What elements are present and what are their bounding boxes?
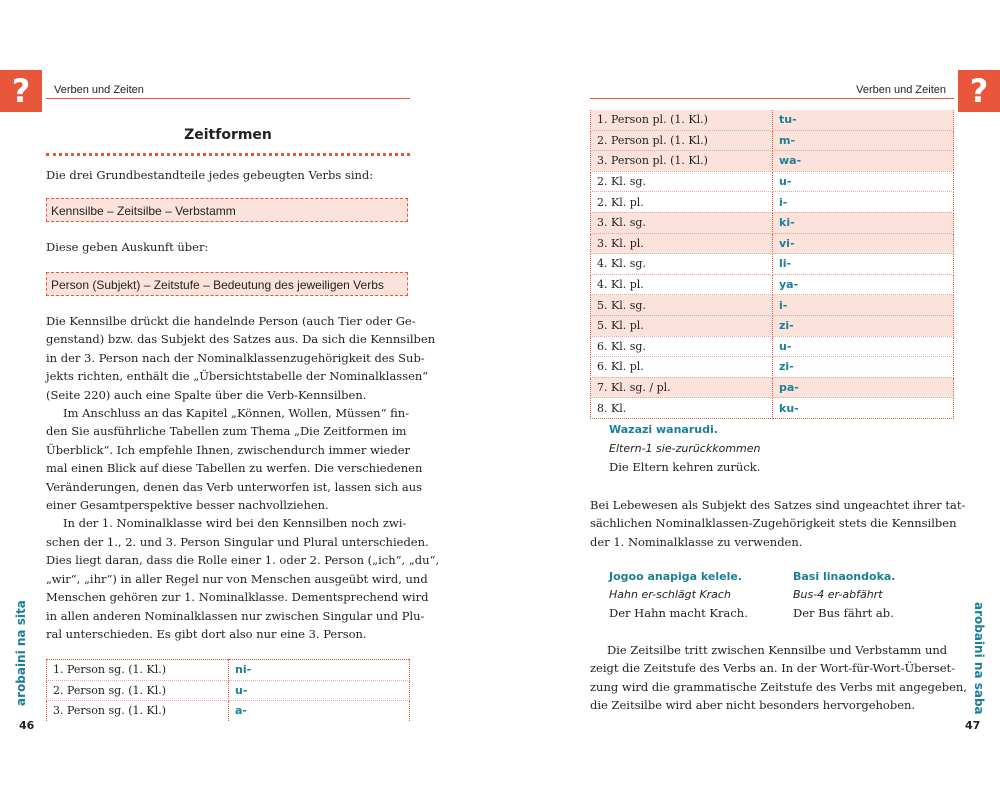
table-row [591,377,954,398]
table-row [591,398,954,419]
table-row [47,660,410,681]
table-cell-prefix: u- [229,680,410,701]
prefix-table-right [590,110,954,419]
table-cell-prefix: li- [773,254,954,275]
example-german: Der Hahn macht Krach. [609,606,748,620]
table-cell-label: 1. Person pl. (1. Kl.) [591,110,773,130]
page-number-left: 46 [19,719,35,732]
example-swahili: Jogoo anapiga kelele. [609,570,743,583]
table-row [591,336,954,357]
mid-text: Diese geben Auskunft über: [46,240,209,254]
prefix-table-left [46,659,410,721]
table-row [591,110,954,130]
table-cell-prefix: ya- [773,274,954,295]
right-paragraph-2 [590,641,967,715]
running-header-right: Verben und Zeiten [856,84,946,96]
body-line: die Zeitsilbe wird aber nicht besonders hervorgehoben. [590,698,916,713]
header-rule-left [46,98,410,99]
body-line: Überblick“. Ich empfehle Ihnen, zwischendurch immer wieder [46,442,411,457]
body-line: sächlichen Nominalklassen-Zugehörigkeit stets die Kennsilben [590,516,957,531]
header-rule-right [590,98,954,99]
body-line: Dies liegt daran, dass die Rolle einer 1. oder 2. Person („ich“, „du“, [46,553,440,568]
table-row [591,254,954,275]
body-line: genstand) bzw. das Subjekt des Satzes aus. Da sich die Kennsilben [46,332,436,347]
body-line: Im Anschluss an das Kapitel „Können, Wollen, Müssen“ fin- [63,406,410,421]
body-line: der 1. Nominalklasse zu verwenden. [590,534,803,549]
table-cell-label: 3. Person pl. (1. Kl.) [591,151,773,172]
table-row [591,212,954,233]
table-cell-prefix: tu- [773,110,954,130]
table-cell-label: 2. Kl. pl. [591,192,773,213]
table-cell-prefix: u- [773,171,954,192]
table-cell-prefix: ni- [229,660,410,681]
body-line: den Sie ausführliche Tabellen zum Thema „Die Zeitformen im [46,424,407,439]
table-cell-label: 3. Kl. pl. [591,233,773,254]
body-line: mal einen Blick auf diese Tabellen zu werfen. Die verschiedenen [46,461,423,476]
body-line: Die Kennsilbe drückt die handelnde Person (auch Tier oder Ge- [46,314,416,328]
example-gloss: Bus-4 er-abfährt [793,588,883,601]
table-row [591,130,954,151]
table-cell-prefix: ku- [773,398,954,419]
question-badge-left: ? [0,70,42,112]
left-body-paragraph [46,312,440,643]
table-row [47,680,410,701]
right-paragraph-1 [590,496,966,551]
intro-text: Die drei Grundbestandteile jedes gebeugten Verbs sind: [46,168,374,182]
body-line: In der 1. Nominalklasse wird bei den Kennsilben noch zwi- [63,516,407,531]
body-line: jekts richten, enthält die „Übersichtstabelle der Nominalklassen“ [46,369,429,384]
example-swahili: Basi linaondoka. [793,570,896,583]
body-line: in allen anderen Nominalklassen nur zwischen Singular und Plu- [46,608,425,623]
question-badge-right: ? [958,70,1000,112]
table-cell-label: 3. Person sg. (1. Kl.) [47,701,229,721]
table-cell-prefix: wa- [773,151,954,172]
body-line: in der 3. Person nach der Nominalklassenzugehörigkeit des Sub- [46,350,425,365]
table-row [591,295,954,316]
table-cell-prefix: zi- [773,357,954,378]
table-cell-label: 5. Kl. sg. [591,295,773,316]
components-box: Kennsilbe – Zeitsilbe – Verbstamm [46,198,408,222]
example-gloss: Hahn er-schlägt Krach [609,588,731,601]
table-cell-prefix: pa- [773,377,954,398]
table-row [591,357,954,378]
body-line: zung wird die grammatische Zeitstufe des Verbs mit angegeben, [590,679,967,694]
table-cell-label: 2. Kl. sg. [591,171,773,192]
table-cell-label: 6. Kl. sg. [591,336,773,357]
table-row [591,233,954,254]
title-dotted-rule [46,153,410,156]
body-line: ral unterschieden. Es gibt dort also nur eine 3. Person. [46,626,367,641]
table-row [591,171,954,192]
table-cell-label: 8. Kl. [591,398,773,419]
body-line: zeigt die Zeitstufe des Verbs an. In der Wort-für-Wort-Überset- [590,661,956,676]
table-cell-prefix: m- [773,130,954,151]
table-cell-label: 2. Person sg. (1. Kl.) [47,680,229,701]
table-row [591,151,954,172]
table-cell-prefix: ki- [773,212,954,233]
table-cell-prefix: a- [229,701,410,721]
body-line: (Seite 220) auch eine Spalte über die Verb-Kennsilben. [46,387,367,402]
table-row [591,315,954,336]
table-cell-label: 3. Kl. sg. [591,212,773,233]
body-line: einer Gesamtperspektive besser nachvollziehen. [46,498,329,513]
example-swahili: Wazazi wanarudi. [609,423,718,436]
body-line: Bei Lebewesen als Subjekt des Satzes sind ungeachtet ihrer tat- [590,498,966,512]
table-cell-label: 1. Person sg. (1. Kl.) [47,660,229,681]
table-cell-prefix: u- [773,336,954,357]
body-line: Die Zeitsilbe tritt zwischen Kennsilbe und Verbstamm und [607,643,948,657]
table-cell-label: 7. Kl. sg. / pl. [591,377,773,398]
table-cell-prefix: i- [773,192,954,213]
example-gloss: Eltern-1 sie-zurückkommen [609,442,761,455]
body-line: Menschen gehören zur 1. Nominalklasse. Dementsprechend wird [46,590,429,605]
table-cell-prefix: i- [773,295,954,316]
table-row [591,274,954,295]
running-header-left: Verben und Zeiten [54,84,144,96]
body-line: „wir“, „ihr“) in aller Regel nur von Menschen ausgeübt wird, und [46,571,428,586]
page-number-right: 47 [965,719,981,732]
table-cell-label: 5. Kl. pl. [591,315,773,336]
table-row [591,192,954,213]
table-cell-label: 2. Person pl. (1. Kl.) [591,130,773,151]
table-cell-prefix: zi- [773,315,954,336]
side-label-right: arobaini na saba [972,602,986,715]
table-cell-label: 4. Kl. pl. [591,274,773,295]
body-line: schen der 1., 2. und 3. Person Singular und Plural unterschieden. [46,534,429,549]
table-cell-label: 4. Kl. sg. [591,254,773,275]
info-box: Person (Subjekt) – Zeitstufe – Bedeutung des jeweiligen Verbs [46,272,408,296]
section-title: Zeitformen [184,127,272,143]
table-cell-prefix: vi- [773,233,954,254]
example-german: Der Bus fährt ab. [793,606,894,620]
example-german: Die Eltern kehren zurück. [609,460,761,474]
body-line: Veränderungen, denen das Verb unterworfen ist, lassen sich aus [46,479,423,494]
side-label-left: arobaini na sita [14,600,28,706]
table-row [47,701,410,721]
table-cell-label: 6. Kl. pl. [591,357,773,378]
